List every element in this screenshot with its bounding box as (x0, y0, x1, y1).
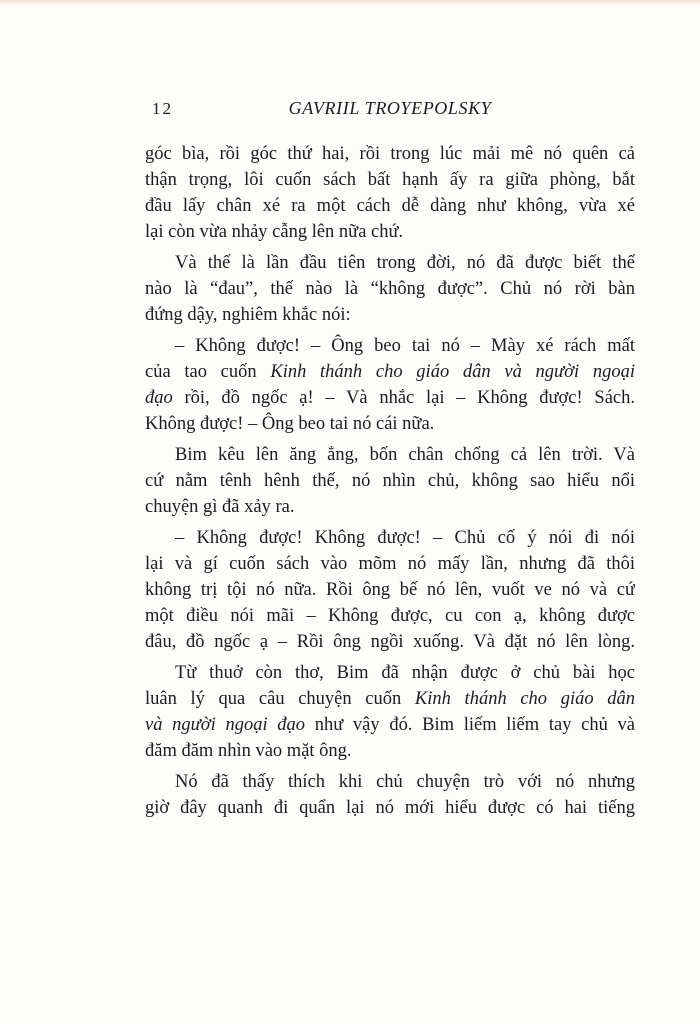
text-line (145, 603, 635, 629)
text-run: chuyện gì đã xảy ra. (145, 497, 295, 517)
text-run: đâu, đồ ngốc ạ – Rồi ông ngồi xuống. Và đặt nó lên lòng. (145, 632, 635, 652)
text-run: giờ đây quanh đi quẩn lại nó mới hiểu được có hai tiếng (145, 798, 635, 818)
text-run: góc bìa, rồi góc thứ hai, rồi trong lúc mải mê nó quên cả (145, 144, 635, 164)
text-run: rồi, đồ ngốc ạ! – Và nhắc lại – Không được! Sách. (172, 388, 635, 408)
text-run: Bim kêu lên ăng ẳng, bốn chân chổng cả lên trời. Và (175, 445, 635, 465)
paragraph (145, 333, 635, 437)
text-run: Và thế là lần đầu tiên trong đời, nó đã được biết thế (175, 253, 635, 273)
text-run: Không được! – Ông beo tai nó cái nữa. (145, 414, 435, 434)
text-run: không trị tội nó nữa. Rồi ông bế nó lên, vuốt ve nó và cứ (145, 580, 635, 600)
text-line (145, 167, 635, 193)
paragraph (145, 769, 635, 821)
text-run: cứ nằm tênh hênh thế, nó nhìn chủ, không sao hiểu nổi (145, 471, 635, 491)
text-run: Nó đã thấy thích khi chủ chuyện trò với nó nhưng (175, 772, 635, 792)
text-line (145, 660, 635, 686)
text-run: thận trọng, lôi cuốn sách bất hạnh ấy ra giữa phòng, bắt (145, 170, 635, 190)
text-run: đứng dậy, nghiêm khắc nói: (145, 305, 351, 325)
text-line (145, 494, 635, 520)
page-number: 12 (152, 99, 173, 118)
paragraph (145, 250, 635, 328)
text-run: – Không được! – Ông beo tai nó – Mày xé rách mất (175, 336, 635, 356)
text-line (145, 411, 635, 437)
text-line (145, 525, 635, 551)
text-line (145, 442, 635, 468)
text-run: lại và gí cuốn sách vào mõm nó mấy lần, nhưng đã thôi (145, 554, 635, 574)
text-run: – Không được! Không được! – Chủ cố ý nói đi nói (175, 528, 635, 548)
text-line (145, 712, 635, 738)
text-line (145, 359, 635, 385)
text-line (145, 385, 635, 411)
italic-run: Kinh thánh cho giáo dân (414, 689, 635, 709)
paragraph (145, 442, 635, 520)
text-run: của tao cuốn (145, 362, 271, 382)
text-line (145, 276, 635, 302)
text-run: lại còn vừa nhảy cẫng lên nữa chứ. (145, 222, 404, 242)
text-run: đăm đăm nhìn vào mặt ông. (145, 741, 352, 761)
italic-run: Kinh thánh cho giáo dân và người ngoại (270, 362, 635, 382)
page-header (145, 98, 635, 122)
paragraph (145, 660, 635, 764)
running-title: GAVRIIL TROYEPOLSKY (288, 98, 492, 118)
text-run: đầu lấy chân xé ra một cách dễ dàng như không, vừa xé (145, 196, 635, 216)
text-run: một điều nói mãi – Không được, cu con ạ, không được (145, 606, 635, 626)
text-line (145, 141, 635, 167)
text-line (145, 250, 635, 276)
paragraph (145, 525, 635, 655)
text-line (145, 629, 635, 655)
text-line (145, 219, 635, 245)
text-line (145, 302, 635, 328)
text-line (145, 193, 635, 219)
text-line (145, 738, 635, 764)
text-line (145, 795, 635, 821)
text-line (145, 551, 635, 577)
italic-run: và người ngoại đạo (145, 715, 306, 735)
text-line (145, 686, 635, 712)
text-line (145, 333, 635, 359)
text-line (145, 468, 635, 494)
text-line (145, 577, 635, 603)
text-run: nào là “đau”, thế nào là “không được”. Chủ nó rời bàn (145, 279, 635, 299)
text-run: luân lý qua câu chuyện cuốn (145, 689, 415, 709)
paragraph (145, 141, 635, 245)
body-text (145, 141, 635, 826)
text-line (145, 769, 635, 795)
text-run: Từ thuở còn thơ, Bim đã nhận được ở chủ bài học (175, 663, 635, 683)
scan-edge-tint (0, 0, 700, 6)
italic-run: đạo (145, 388, 173, 408)
text-run: như vậy đó. Bim liếm liếm tay chủ và (305, 715, 635, 735)
